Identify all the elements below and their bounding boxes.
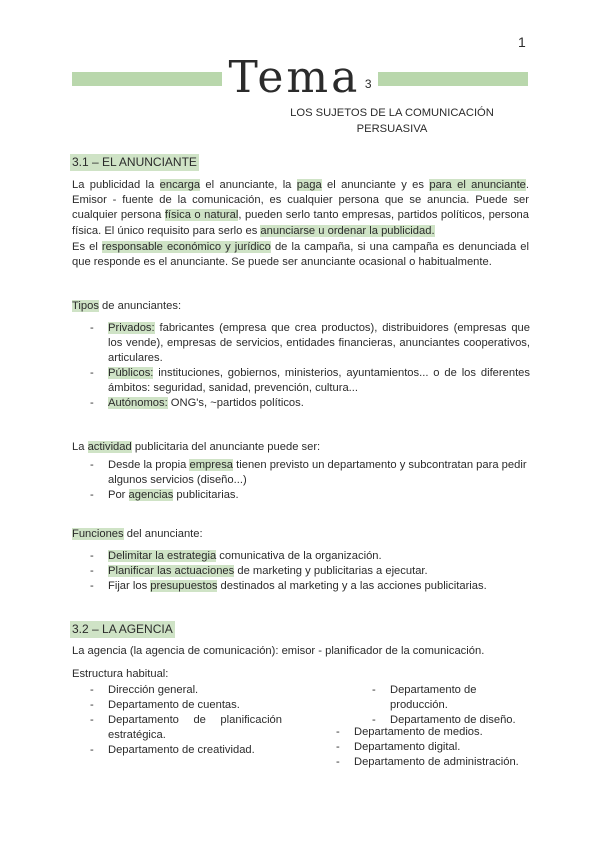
page-title [222,52,378,103]
text-run: de marketing y publicitarias a ejecutar. [234,565,428,577]
text-run: publicitarias. [173,489,239,501]
text-run: publicitaria del anunciante puede ser: [131,441,321,453]
list-item: - Departamento de creatividad. [90,743,282,758]
list-item [90,549,530,564]
estructura-list-right-b [336,725,536,770]
list-item: - Departamento de medios. [336,725,536,740]
highlighted-text: empresa [189,459,234,471]
text-run: el anunciante, la [200,179,297,191]
list-item [90,321,530,366]
funciones-list [90,549,530,594]
highlighted-text: Funciones [72,528,124,540]
text-run: La publicidad la [72,179,160,191]
text-run: ONG's, ~partidos políticos. [167,397,304,409]
actividad-intro [72,440,529,455]
list-item: - Departamento de administración. [336,755,536,770]
highlighted-text: Autónomos: [108,397,168,409]
text-run: Fijar los [108,580,151,592]
text-run: Desde la propia [108,459,190,471]
estructura-list-right-a [372,683,528,728]
text-run: del anunciante: [123,528,203,540]
page-subtitle [268,105,516,137]
list-item [90,488,530,503]
paragraph-agencia-intro: La agencia (la agencia de comunicación): emisor - planificador de la comunicación. [72,645,485,657]
list-item: - Dirección general. [90,683,282,698]
section-heading-agencia: 3.2 – LA AGENCIA [72,622,173,636]
text-run: La [72,441,88,453]
list-item: - Departamento de diseño. [372,713,528,728]
list-item [90,366,530,396]
text-run: el anunciante y es [321,179,430,191]
subtitle-line-2: PERSUASIVA [356,123,428,135]
highlighted-text: responsable económico y jurídico [101,241,271,253]
text-run: comunicativa de la organización. [216,550,382,562]
highlighted-text: encarga [159,179,201,191]
paragraph-anunciante-definicion [72,178,529,239]
list-item [90,396,530,411]
text-run: tienen previsto un departamento y subcontratan para pedir algunos servicios (diseño...) [108,459,527,486]
list-item: - Departamento de cuentas. [90,698,282,713]
text-run: destinados al marketing y a las acciones publicitarias. [217,580,487,592]
list-item [90,564,530,579]
list-item: - Departamento de planificación estratégica. [90,713,282,743]
funciones-intro [72,527,529,542]
subtitle-line-1: LOS SUJETOS DE LA COMUNICACIÓN [290,107,494,119]
highlighted-text: agencias [128,489,174,501]
text-run: instituciones, gobiernos, ministerios, ayuntamientos... o de los diferentes ámbitos: seguridad, sanidad, prevención, cultura... [108,367,530,394]
highlighted-text: física o natural [164,209,239,222]
highlighted-text: para el anunciante [429,179,526,191]
list-item [90,579,530,594]
estructura-label: Estructura habitual: [72,668,169,680]
actividad-list [90,458,530,503]
list-item: - Departamento de producción. [372,683,528,713]
text-run: Es el [72,241,102,253]
highlighted-text: Públicos: [108,367,154,379]
text-run: de anunciantes: [98,300,182,312]
section-heading-anunciante: 3.1 – EL ANUNCIANTE [72,155,197,169]
highlighted-text: presupuestos [150,580,218,592]
highlighted-text: anunciarse u ordenar la publicidad. [260,224,435,237]
text-run: de la campaña, si una campaña es denunciada el que responde es el anunciante. Se puede ser anunciante ocasional o habitualmente. [72,241,529,269]
list-item [90,458,530,488]
text-run: fabricantes (empresa que crea productos), distribuidores (empresas que los vende), empresas de servicios, entidades financieras, anunciantes cooperativos, articulares. [108,322,530,364]
list-item: - Departamento digital. [336,740,536,755]
text-run: Por [108,489,129,501]
page-number: 1 [518,34,526,50]
tipos-list [90,321,530,411]
highlighted-text: actividad [87,441,132,453]
text-run: , pueden serlo tanto empresas, partidos políticos, persona física. El único requisito para serlo es [72,209,530,237]
paragraph-anunciante-responsable [72,240,529,270]
estructura-list-left [90,683,282,758]
title-left-bar [72,72,222,86]
title-right-bar [378,72,528,86]
highlighted-text: Delimitar la estrategia [108,550,217,562]
highlighted-text: paga [296,179,322,191]
text-run: . Emisor - fuente de la comunicación, es cualquier persona que se anuncia. Puede ser cualquier persona [72,179,530,222]
tipos-intro [72,299,529,314]
highlighted-text: Privados: [108,322,155,334]
title-script: Tema [228,52,361,103]
title-number: 3 [364,77,372,91]
highlighted-text: Planificar las actuaciones [108,565,235,577]
highlighted-text: Tipos [72,300,99,312]
